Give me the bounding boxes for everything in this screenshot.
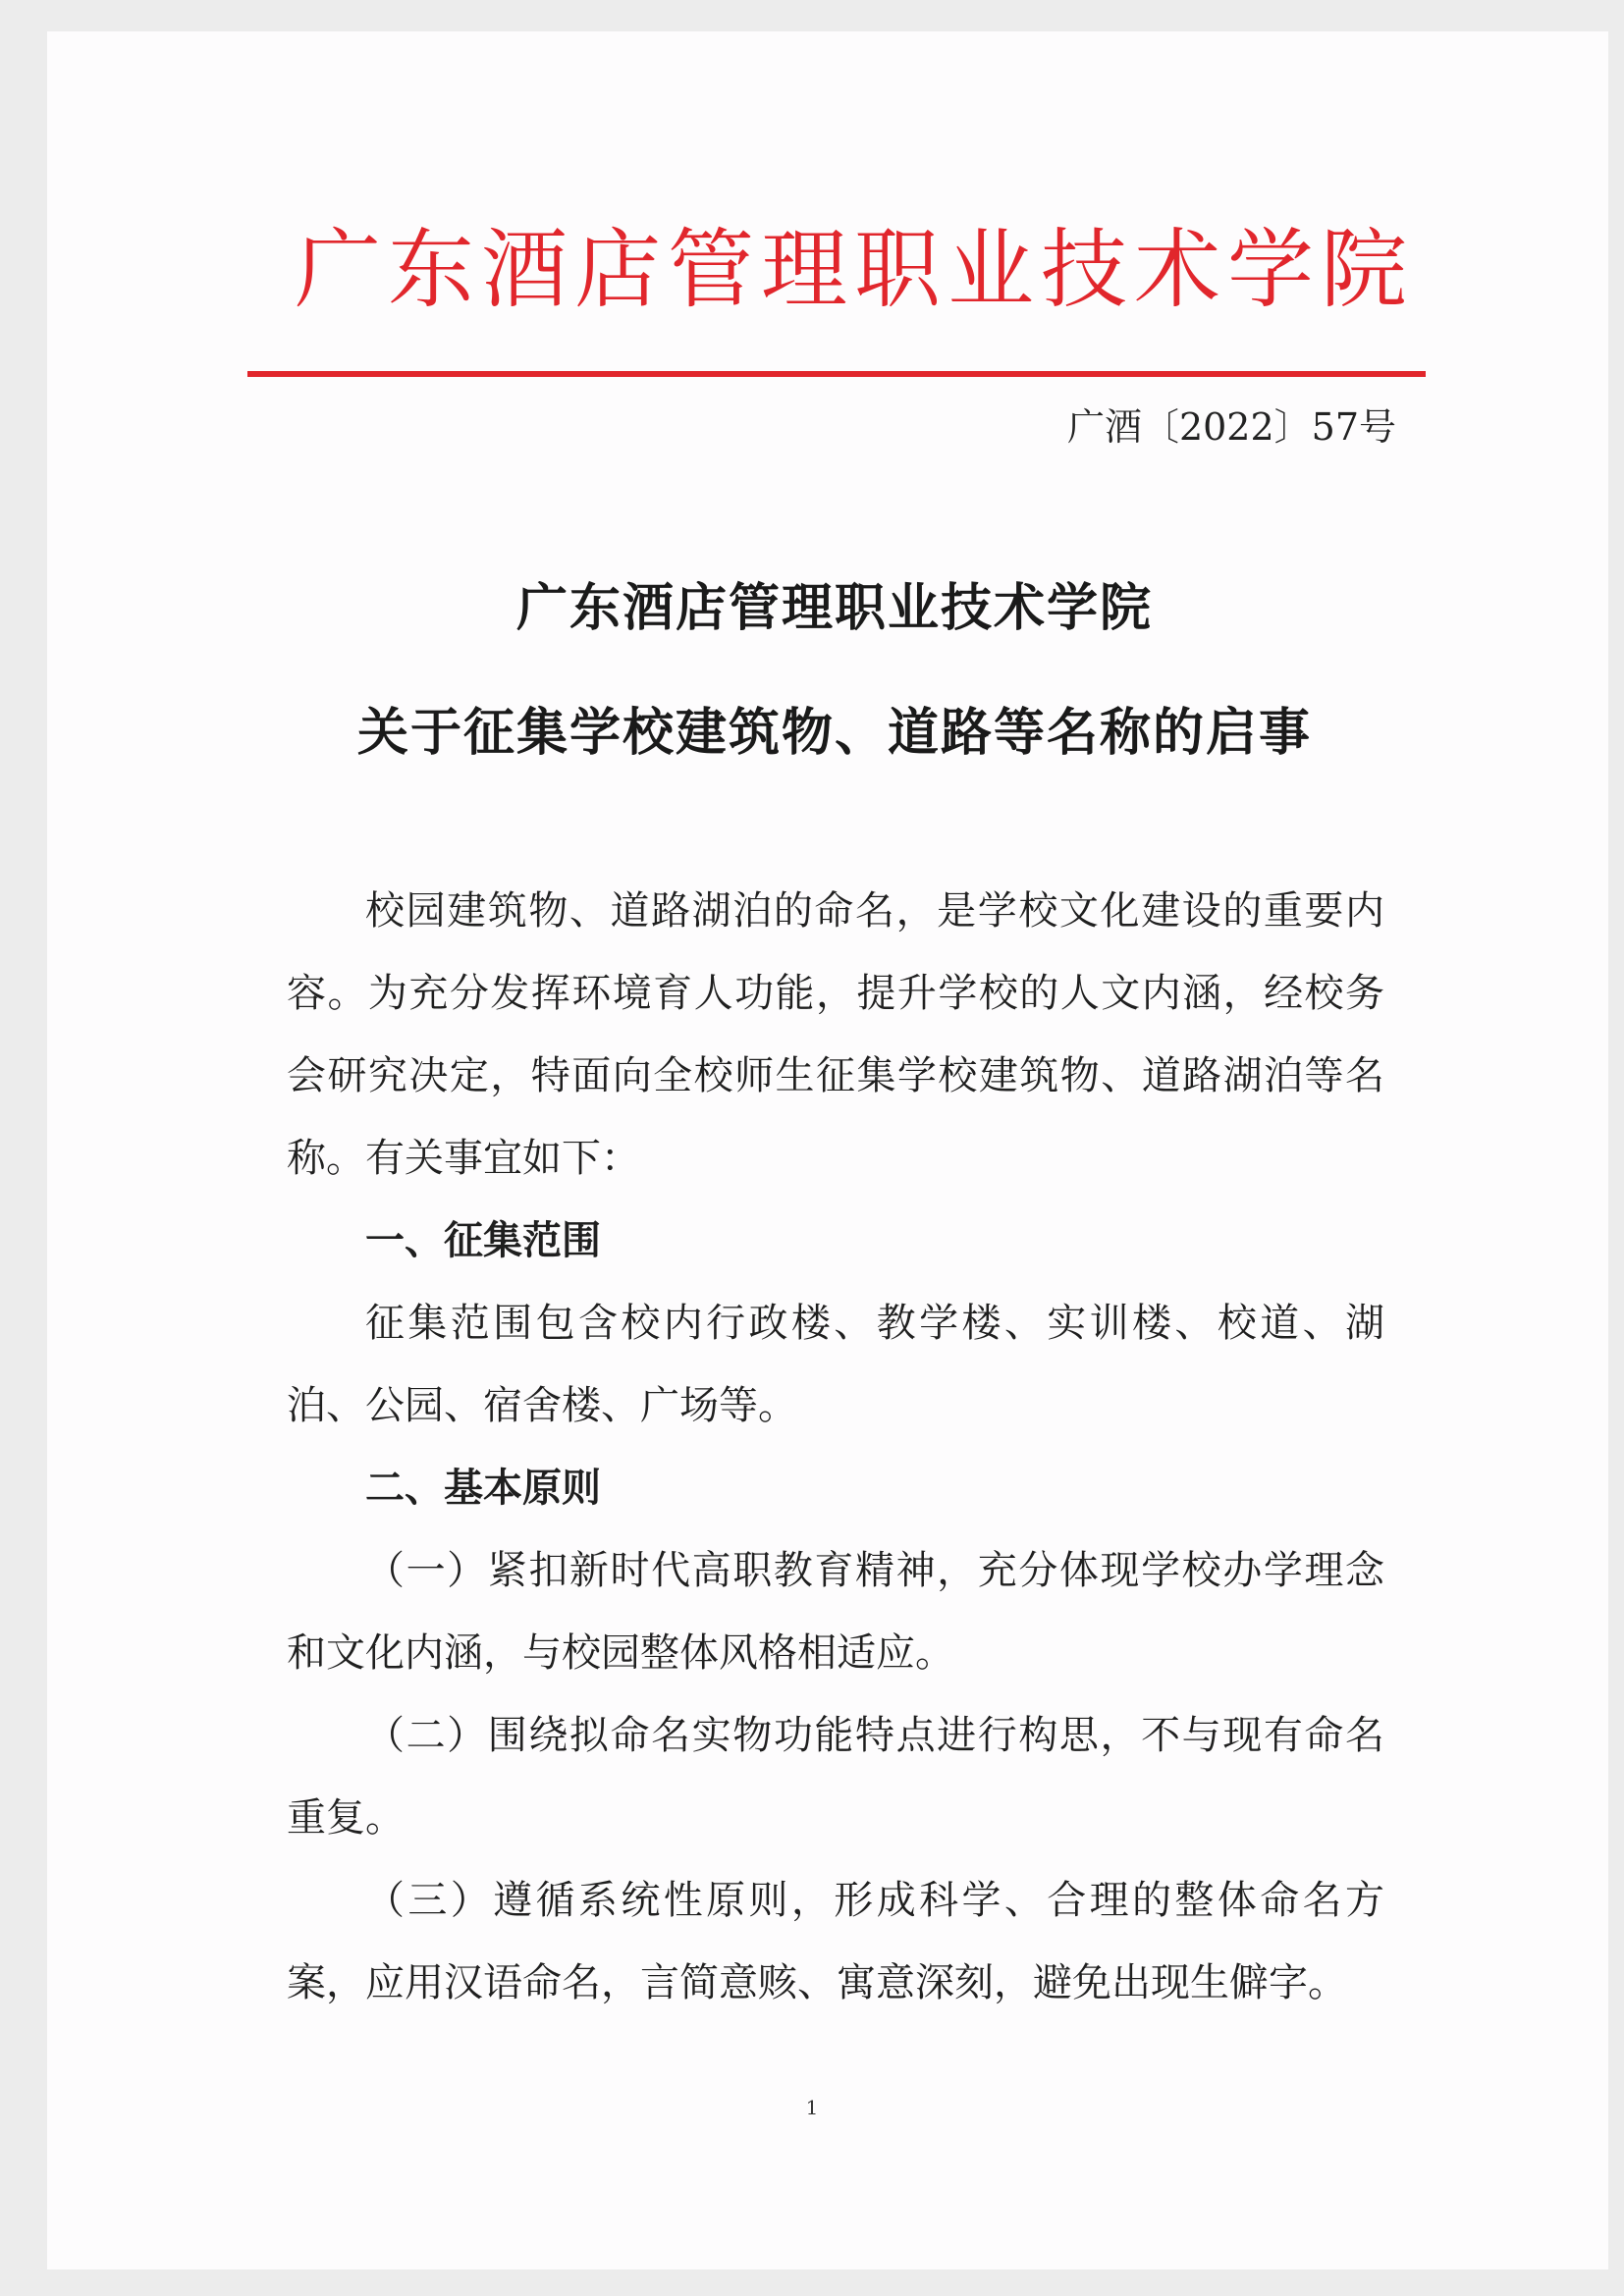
- principle-item-1: （一）紧扣新时代高职教育精神，充分体现学校办学理念和文化内涵，与校园整体风格相适应。: [287, 1548, 1384, 1676]
- document-title-line-2: 关于征集学校建筑物、道路等名称的启事: [356, 704, 1312, 763]
- document-title-line-1: 广东酒店管理职业技术学院: [515, 579, 1153, 638]
- principle-item-3: （三）遵循系统性原则，形成科学、合理的整体命名方案，应用汉语命名，言简意赅、寓意深刻，避免出现生僻字。: [287, 1878, 1384, 2005]
- letterhead-red-rule: [247, 371, 1426, 377]
- document-number: 广酒〔2022〕57号: [1066, 405, 1396, 449]
- section-heading-scope: 一、征集范围: [365, 1218, 601, 1263]
- page-number: 1: [805, 2096, 819, 2119]
- section-heading-principles: 二、基本原则: [365, 1466, 601, 1511]
- principle-item-2: （二）围绕拟命名实物功能特点进行构思，不与现有命名重复。: [287, 1713, 1384, 1841]
- intro-paragraph: 校园建筑物、道路湖泊的命名，是学校文化建设的重要内容。为充分发挥环境育人功能，提升学校的人文内涵，经校务会研究决定，特面向全校师生征集学校建筑物、道路湖泊等名称。有关事宜如下：: [287, 888, 1384, 1181]
- letterhead-institution-name: 广东酒店管理职业技术学院: [295, 219, 1415, 320]
- scope-paragraph: 征集范围包含校内行政楼、教学楼、实训楼、校道、湖泊、公园、宿舍楼、广场等。: [287, 1301, 1384, 1428]
